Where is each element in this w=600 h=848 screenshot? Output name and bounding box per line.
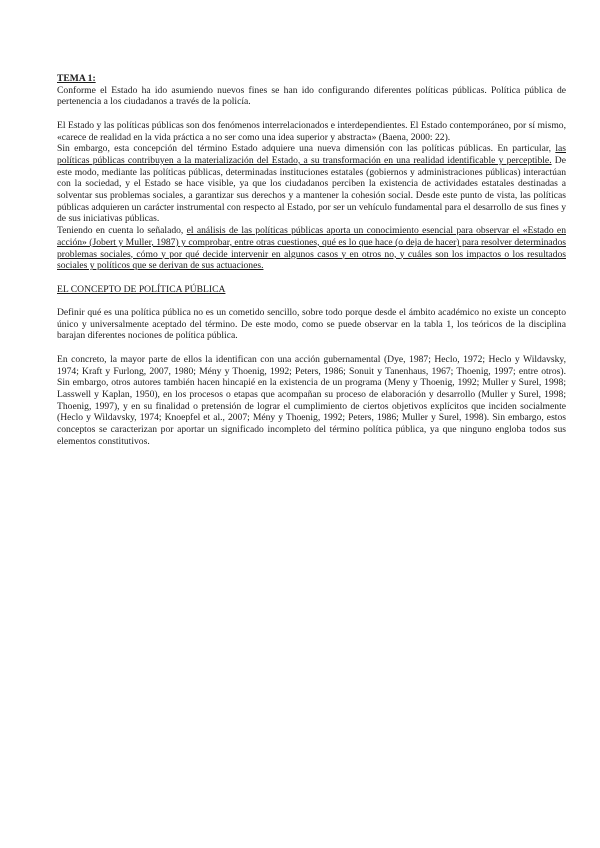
paragraph-definir: Definir qué es una política pública no es un cometido sencillo, sobre todo porque desde el ámbito académico no existe un concepto único y universalmente aceptado del término. De este modo, como se puede observar en la tabla 1, los teóricos de la disciplina barajan diferentes nociones de política pública. <box>57 307 566 342</box>
paragraph-gap <box>57 272 566 284</box>
paragraph-analisis-start: Teniendo en cuenta lo señalado, <box>57 225 187 237</box>
paragraph-concepcion <box>57 143 566 225</box>
paragraph-gap <box>57 342 566 354</box>
underlined-estado-en-accion: el análisis de las políticas públicas aporta un conocimiento esencial para observar el «Estado en acción» (Jobert y Muller, 1987) y comprobar, entre otras cuestiones, qué es lo que hace (o deja de hacer) para resolver determinados problemas sociales, cómo y por qué decide intervenir en algunos casos y en otros no, y cuáles son los impactos o los resultados sociales y políticos que se derivan de sus actuaciones. <box>57 225 566 272</box>
document-title: TEMA 1: <box>57 73 96 84</box>
paragraph-en-concreto: En concreto, la mayor parte de ellos la identifican con una acción gubernamental (Dye, 1987; Heclo, 1972; Heclo y Wildavsky, 1974; Kraft y Furlong, 2007, 1980; Mény y Thoenig, 1992; Peters, 1986; Sonuit y Tanenhaus, 1967; Thoenig, 1997; entre otros). Sin embargo, otros autores también hacen hincapié en la existencia de un programa (Meny y Thoenig, 1992; Muller y Surel, 1998; Lasswell y Kaplan, 1950), en los procesos o etapas que acompañan su proceso de elaboración y desarrollo (Muller y Surel, 1998; Thoenig, 1997), y en su finalidad o pretensión de lograr el cumplimiento de ciertos objetivos explícitos que inciden socialmente (Heclo y Wildavsky, 1974; Knoepfel et al., 2007; Mény y Thoenig, 1992; Peters, 1986; Muller y Surel, 1998). Sin embargo, estos conceptos se caracterizan por aportar un significado incompleto del término política pública, ya que ninguno engloba todos sus elementos constitutivos. <box>57 353 566 447</box>
paragraph-concepcion-start: Sin embargo, esta concepción del término Estado adquiere una nueva dimensión con las políticas públicas. En particular, <box>57 143 556 155</box>
underlined-materializacion: las políticas públicas contribuyen a la materialización del Estado, a su transformación en una realidad identificable y perceptible. <box>57 143 566 166</box>
section-heading: EL CONCEPTO DE POLÍTICA PÚBLICA <box>57 283 226 295</box>
paragraph-estado: El Estado y las políticas públicas son dos fenómenos interrelacionados e interdependientes. El Estado contemporáneo, por sí mismo, «carece de realidad en la vida práctica a no ser como una idea superior y abstracta» (Baena, 2000: 22). <box>57 119 566 143</box>
paragraph-gap <box>57 108 566 120</box>
document-page <box>57 73 566 447</box>
paragraph-gap <box>57 295 566 307</box>
paragraph-analisis <box>57 225 566 272</box>
paragraph-intro: Conforme el Estado ha ido asumiendo nuevos fines se han ido configurando diferentes políticas públicas. Política pública de pertenencia a los ciudadanos a través de la policía. <box>57 84 566 108</box>
paragraph-concepcion-rest: De este modo, mediante las políticas públicas, determinadas instituciones estatales (gobiernos y administraciones públicas) interactúan con la sociedad, y el Estado se hace visible, ya que los ciudadanos perciben la existencia de actividades estatales destinadas a solventar sus problemas sociales, a garantizar sus derechos y a mantener la cohesión social. Desde este punto de vista, las políticas públicas adquieren un carácter instrumental con respecto al Estado, por ser un vehículo fundamental para el desarrollo de sus fines y de sus iniciativas públicas. <box>57 154 566 225</box>
